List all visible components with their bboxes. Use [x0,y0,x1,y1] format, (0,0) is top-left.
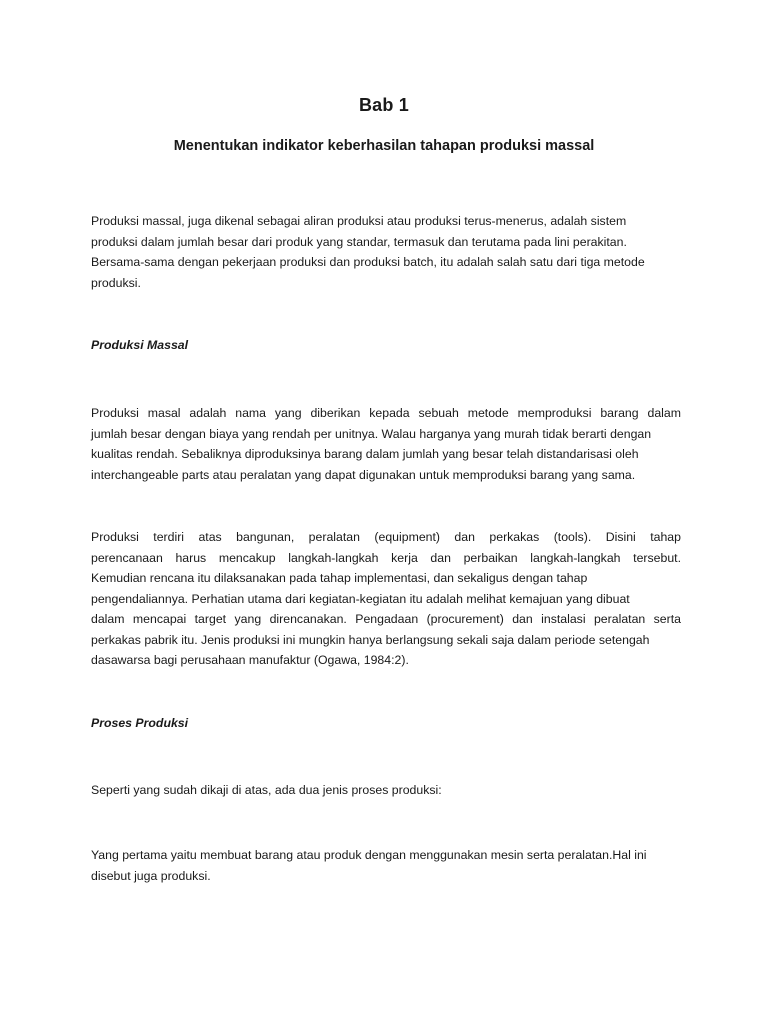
paragraph-line: dalam mencapai target yang direncanakan. Pengadaan (procurement) dan instalasi peralatan serta [91,612,681,626]
section-heading-produksi-massal: Produksi Massal [91,338,189,352]
paragraph-line: kualitas rendah. Sebaliknya diproduksinya barang dalam jumlah yang besar telah distandarisasi oleh [91,447,639,461]
paragraph-line: perencanaan harus mencakup langkah-langkah kerja dan perbaikan langkah-langkah tersebut. [91,550,681,565]
paragraph-line: Bersama-sama dengan pekerjaan produksi dan produksi batch, itu adalah salah satu dari tiga metode [91,255,645,269]
paragraph-produksi-terdiri [91,527,681,671]
paragraph-line: produksi dalam jumlah besar dari produk yang standar, termasuk dan terutama pada lini perakitan. [91,234,627,249]
paragraph-line: Produksi massal, juga dikenal sebagai aliran produksi atau produksi terus-menerus, adalah sistem [91,214,627,228]
paragraph-produksi-masal [91,403,681,485]
paragraph-line: dasawarsa bagi perusahaan manufaktur (Ogawa, 1984:2). [91,653,409,667]
paragraph-yang-pertama [91,845,681,886]
paragraph-line: Kemudian rencana itu dilaksanakan pada tahap implementasi, dan sekaligus dengan tahap [91,571,588,585]
paragraph-proses-intro [91,780,681,801]
paragraph-line: Seperti yang sudah dikaji di atas, ada dua jenis proses produksi: [91,783,442,797]
paragraph-line: perkakas pabrik itu. Jenis produksi ini mungkin hanya berlangsung sekali saja dalam periode setengah [91,632,650,647]
paragraph-line: Produksi terdiri atas bangunan, peralatan (equipment) dan perkakas (tools). Disini tahap [91,530,681,544]
paragraph-line: disebut juga produksi. [91,868,211,883]
paragraph-line: pengendaliannya. Perhatian utama dari kegiatan-kegiatan itu adalah melihat kemajuan yang dibuat [91,591,630,606]
intro-paragraph [91,211,681,293]
paragraph-line: interchangeable parts atau peralatan yang dapat digunakan untuk memproduksi barang yang sama. [91,467,636,482]
paragraph-line: jumlah besar dengan biaya yang rendah per unitnya. Walau harganya yang murah tidak berarti dengan [91,426,652,441]
chapter-title: Bab 1 [358,95,410,115]
document-subtitle: Menentukan indikator keberhasilan tahapan produksi massal [173,138,595,154]
section-heading-proses-produksi: Proses Produksi [91,716,189,730]
paragraph-line: Yang pertama yaitu membuat barang atau produk dengan menggunakan mesin serta peralatan.Hal ini [91,848,647,862]
paragraph-line: Produksi masal adalah nama yang diberikan kepada sebuah metode memproduksi barang dalam [91,406,681,420]
paragraph-line: produksi. [91,275,141,290]
